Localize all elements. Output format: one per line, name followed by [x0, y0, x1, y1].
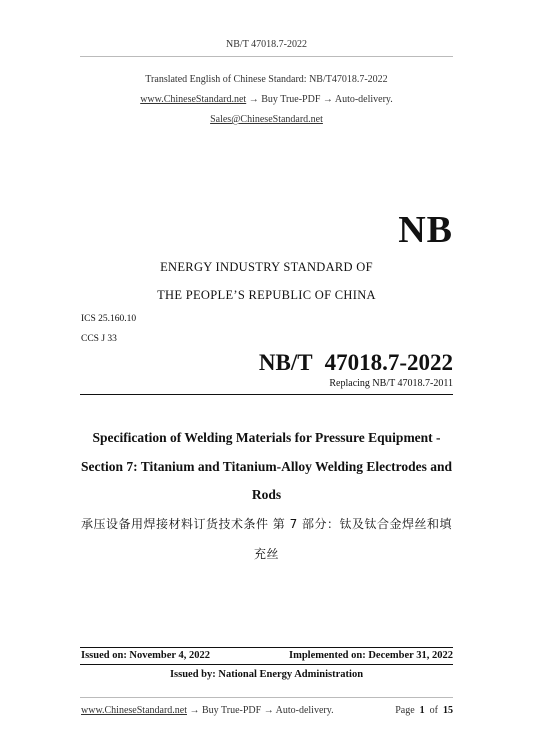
title-line-1: Specification of Welding Materials for Pressure Equipment - [92, 430, 441, 445]
code-prefix: NB/T [258, 350, 313, 375]
translation-notice: Translated English of Chinese Standard: NB/T47018.7-2022 [145, 74, 388, 85]
dates-bottom-divider [80, 664, 453, 665]
site-link[interactable]: www.ChineseStandard.net [140, 94, 247, 105]
footer-left [81, 705, 334, 716]
issued-date: Issued on: November 4, 2022 [81, 650, 211, 661]
chinese-title-line-2: 充丝 [253, 547, 279, 561]
footer-tail: → Buy True-PDF → Auto-delivery. [187, 705, 334, 716]
running-header: NB/T 47018.7-2022 [226, 39, 307, 50]
page-number: Page 1 of 15 [395, 705, 453, 716]
standard-mark: NB [398, 209, 453, 251]
standard-code [259, 350, 453, 376]
buy-text: → Buy True-PDF → Auto-delivery. [246, 94, 393, 105]
issuing-authority: Issued by: National Energy Administration [169, 669, 364, 680]
replacing-note: Replacing NB/T 47018.7-2011 [329, 378, 453, 389]
title-line-2: Section 7: Titanium and Titanium-Alloy Welding Electrodes and [81, 459, 452, 474]
implemented-date: Implemented on: December 31, 2022 [289, 650, 453, 661]
org-line-2: THE PEOPLE’S REPUBLIC OF CHINA [157, 288, 376, 302]
email-link[interactable]: Sales@ChineseStandard.net [210, 114, 323, 125]
title-line-3: Rods [251, 487, 282, 502]
buy-line [0, 94, 533, 105]
title-divider [80, 394, 453, 395]
org-line-1: ENERGY INDUSTRY STANDARD OF [160, 260, 373, 274]
page-current: 1 [419, 705, 425, 716]
chinese-title-line-1: 承压设备用焊接材料订货技术条件 第 7 部分：钛及钛合金焊丝和填 [80, 517, 453, 531]
footer-site-link[interactable]: www.ChineseStandard.net [81, 705, 187, 716]
dates-top-divider [80, 647, 453, 648]
ics-code: ICS 25.160.10 [81, 314, 137, 324]
footer-divider [80, 697, 453, 698]
page-total: 15 [443, 705, 453, 716]
header-divider [80, 56, 453, 57]
code-number: 47018.7-2022 [324, 350, 453, 375]
email-line [0, 114, 533, 125]
ccs-code: CCS J 33 [81, 334, 117, 344]
